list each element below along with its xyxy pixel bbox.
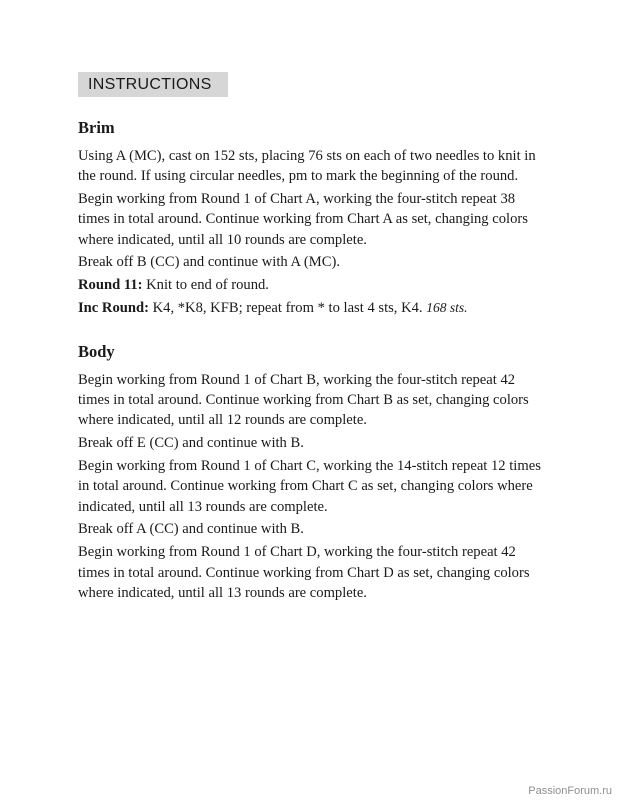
inc-round-stitch-count: 168 sts. bbox=[426, 300, 468, 316]
brim-heading: Brim bbox=[78, 118, 115, 137]
brim-paragraph-chart-a: Begin working from Round 1 of Chart A, working the four-stitch repeat 38 times in total around. Continue working from Chart A as set, changing colors where indicated, until all 10 rounds are complete. bbox=[78, 191, 528, 248]
body-heading: Body bbox=[78, 341, 115, 361]
section-banner-label: INSTRUCTIONS bbox=[88, 76, 212, 93]
section-spacer bbox=[78, 321, 548, 341]
brim-paragraph-cast-on: Using A (MC), cast on 152 sts, placing 76 sts on each of two needles to knit in the round. If using circular needles, pm to mark the beginning of the round. bbox=[78, 148, 536, 185]
body-paragraph-chart-d: Begin working from Round 1 of Chart D, working the four-stitch repeat 42 times in total around. Continue working from Chart D as set, changing colors where indicated, until all 13 rounds are complete. bbox=[78, 544, 530, 601]
inc-round-label: Inc Round: bbox=[78, 300, 149, 317]
round-11-text: Knit to end of round. bbox=[142, 277, 269, 294]
body-paragraph-chart-b: Begin working from Round 1 of Chart B, working the four-stitch repeat 42 times in total around. Continue working from Chart B as set, changing colors where indicated, until all 12 rounds are complete. bbox=[78, 371, 529, 429]
instructions-content bbox=[78, 117, 548, 606]
round-11-label: Round 11: bbox=[78, 277, 143, 294]
brim-paragraph-inc-round bbox=[78, 298, 548, 318]
section-banner bbox=[78, 72, 228, 97]
body-paragraph-chart-c: Begin working from Round 1 of Chart C, working the 14-stitch repeat 12 times in total around. Continue working from Chart C as set, changing colors where indicated, until all 13 rounds are complete. bbox=[78, 458, 541, 515]
body-paragraph-break-off-e: Break off E (CC) and continue with B. bbox=[78, 435, 304, 452]
watermark: PassionForum.ru bbox=[528, 785, 612, 797]
body-paragraph-break-off-a: Break off A (CC) and continue with B. bbox=[78, 521, 304, 538]
inc-round-text: K4, *K8, KFB; repeat from * to last 4 sts, K4. bbox=[148, 300, 427, 317]
brim-paragraph-round-11 bbox=[78, 275, 548, 295]
brim-paragraph-break-off: Break off B (CC) and continue with A (MC). bbox=[78, 254, 340, 271]
